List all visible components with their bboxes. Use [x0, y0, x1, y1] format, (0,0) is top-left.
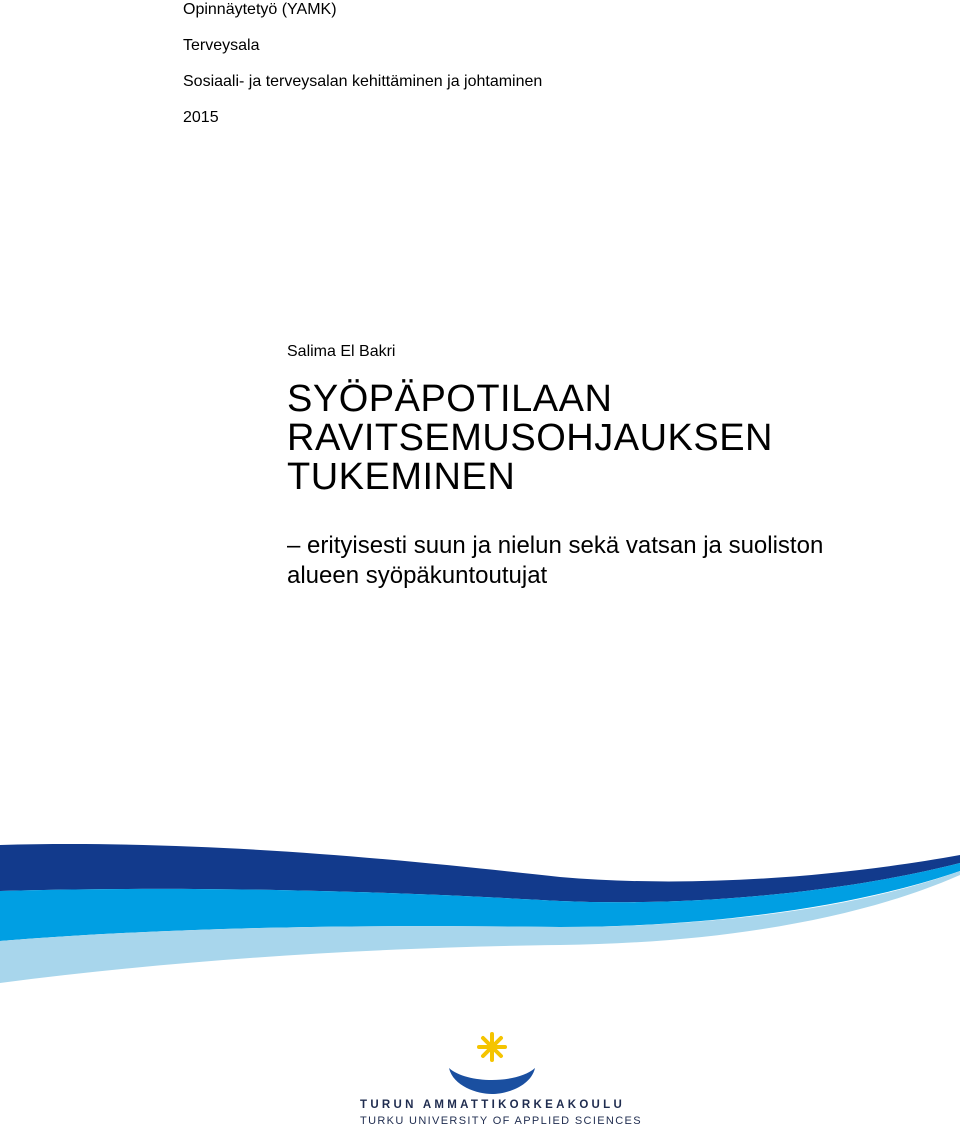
- degree-programme: Sosiaali- ja terveysalan kehittäminen ja johtaminen: [183, 73, 543, 90]
- title-line: RAVITSEMUSOHJAUKSEN: [287, 417, 773, 459]
- title-line: SYÖPÄPOTILAAN: [287, 378, 613, 420]
- subtitle-line: – erityisesti suun ja nielun sekä vatsan ja suoliston: [287, 532, 824, 559]
- field-of-study: Terveysala: [183, 37, 260, 54]
- star-icon: [479, 1034, 505, 1060]
- thesis-subtitle: [287, 531, 823, 591]
- thesis-type: Opinnäytetyö (YAMK): [183, 1, 337, 18]
- title-line: TUKEMINEN: [287, 456, 516, 498]
- subtitle-line: alueen syöpäkuntoutujat: [287, 562, 548, 589]
- publication-year: 2015: [183, 109, 219, 126]
- logo-wave-icon: [449, 1068, 535, 1094]
- thesis-title: [287, 380, 773, 497]
- logo-text-finnish: TURUN AMMATTIKORKEAKOULU: [360, 1099, 626, 1111]
- logo-text-english: TURKU UNIVERSITY OF APPLIED SCIENCES: [360, 1115, 642, 1127]
- author-name: Salima El Bakri: [287, 343, 396, 360]
- decorative-waves: [0, 835, 960, 1000]
- sun-over-wave-logo-icon: [445, 1028, 540, 1094]
- university-logo: [360, 1028, 642, 1127]
